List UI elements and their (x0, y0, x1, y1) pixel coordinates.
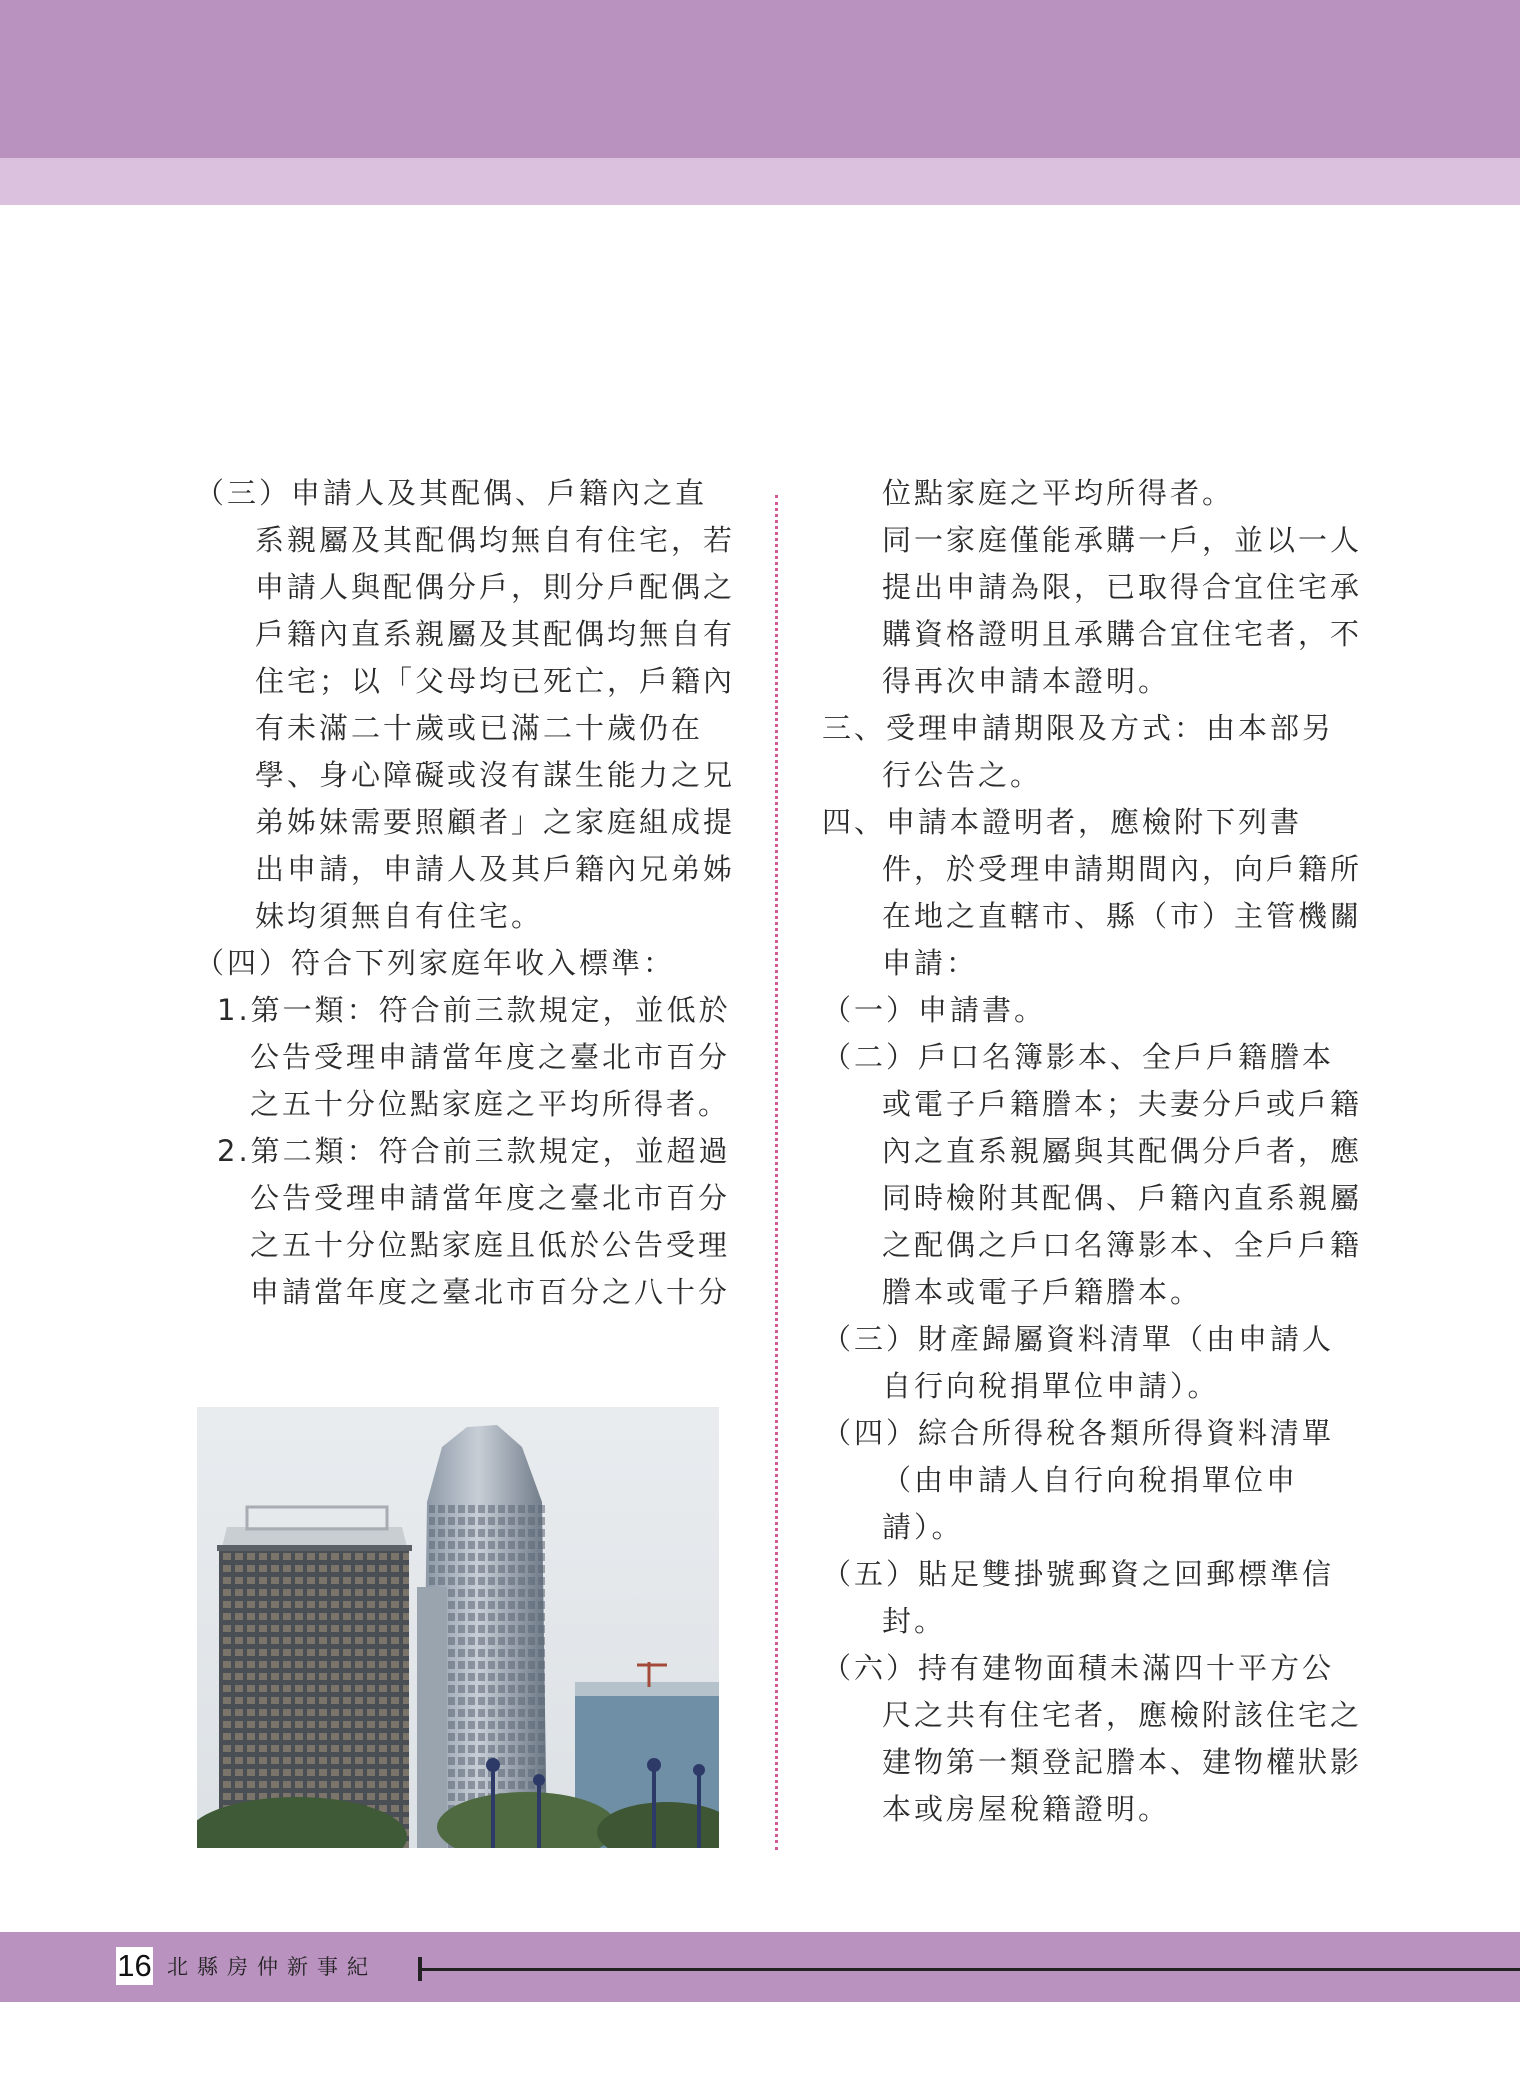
right-column (822, 470, 1362, 1833)
page-number: 16 (117, 1948, 152, 1983)
clause-3-paragraph: （三）申請人及其配偶、戶籍內之直系親屬及其配偶均無自有住宅，若申請人與配偶分戶，則分戶配偶之戶籍內直系親屬及其配偶均無自有住宅；以「父母均已死亡，戶籍內有未滿二十歲或已滿二十歲仍在學、身心障礙或沒有謀生能力之兄弟姊妹需要照顧者」之家庭組成提出申請，申請人及其戶籍內兄弟姊妹均須無自有住宅。 (195, 476, 736, 933)
doc-6-paragraph: （六）持有建物面積未滿四十平方公尺之共有住宅者，應檢附該住宅之建物第一類登記謄本、建物權狀影本或房屋稅籍證明。 (822, 1651, 1363, 1826)
footer-rule (420, 1968, 1520, 1971)
magazine-name: 北縣房仲新事紀 (167, 1955, 377, 1979)
buildings-illustration (197, 1407, 719, 1848)
category-2-paragraph: 2.第二類：符合前三款規定，並超過公告受理申請當年度之臺北市百分之五十分位點家庭且低於公告受理申請當年度之臺北市百分之八十分 (217, 1134, 731, 1309)
header-band-light (0, 158, 1520, 205)
continuation-paragraph: 位點家庭之平均所得者。 (882, 476, 1235, 510)
section-4-paragraph: 四、申請本證明者，應檢附下列書件，於受理申請期間內，向戶籍所在地之直轄市、縣（市）主管機關申請： (822, 805, 1363, 980)
category-1-paragraph: 1.第一類：符合前三款規定，並低於公告受理申請當年度之臺北市百分之五十分位點家庭之平均所得者。 (217, 993, 731, 1121)
one-household-paragraph: 同一家庭僅能承購一戶，並以一人提出申請為限，已取得合宜住宅承購資格證明且承購合宜住宅者，不得再次申請本證明。 (882, 523, 1363, 698)
column-divider (775, 495, 778, 1850)
doc-1-paragraph: （一）申請書。 (822, 993, 1047, 1027)
section-3-paragraph: 三、受理申請期限及方式：由本部另行公告之。 (822, 711, 1335, 792)
doc-4-paragraph: （四）綜合所得稅各類所得資料清單（由申請人自行向稅捐單位申請）。 (822, 1416, 1335, 1544)
left-column (195, 470, 735, 1316)
doc-3-paragraph: （三）財產歸屬資料清單（由申請人自行向稅捐單位申請）。 (822, 1322, 1335, 1403)
doc-2-paragraph: （二）戶口名簿影本、全戶戶籍謄本或電子戶籍謄本；夫妻分戶或戶籍內之直系親屬與其配偶分戶者，應同時檢附其配偶、戶籍內直系親屬之配偶之戶口名簿影本、全戶戶籍謄本或電子戶籍謄本。 (822, 1040, 1363, 1309)
clause-4-paragraph: （四）符合下列家庭年收入標準： (195, 946, 676, 980)
buildings-photo (197, 1407, 719, 1848)
doc-5-paragraph: （五）貼足雙掛號郵資之回郵標準信封。 (822, 1557, 1335, 1638)
header-band (0, 0, 1520, 158)
